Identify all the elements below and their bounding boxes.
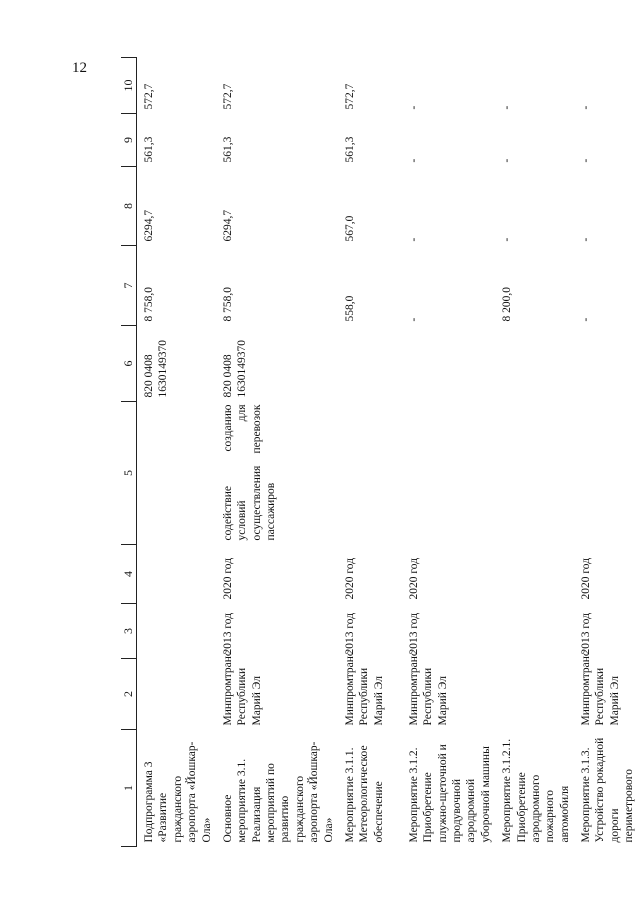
table-cell-col1: Мероприятие 3.1.2.1. Приобретение аэродромного пожарного автомобиля [501,738,571,843]
table-cell-col2: Минпромтранс Республики Марий Эл [343,650,385,726]
table-cell-col6 [495,326,574,402]
table-row [338,58,402,847]
table-cell-col9: 561,3 [343,136,356,163]
table-cell-col3: 2013 год [580,612,592,655]
table-cell-col6 [402,326,495,402]
table-row [137,58,216,847]
table-cell-col1: Основное мероприятие 3.1. Реализация мероприятий по развитию гражданского аэропорта «Йошкар-Ола» [221,741,335,843]
table-cell-col6: 820 0408 1630149370 [143,340,170,398]
table-cell-col6 [338,326,402,402]
table-cell-col4: 2020 год [343,557,356,600]
table-cell-col8: - [580,237,592,242]
program-measures-table [121,57,639,847]
table-cell-col5 [574,402,639,545]
table-cell-col10: - [501,105,514,110]
table-cell-col10: 572,7 [143,83,155,110]
table-cell-col9: 561,3 [221,136,234,163]
table-cell-col7: 8 758,0 [143,287,155,322]
table-cell-col1: Мероприятие 3.1.2. Приобретение плужно-щеточной и продувочной аэродромной уборочной машины [407,744,492,843]
table-cell-col9: 561,3 [143,136,155,163]
column-header-2: 2 [121,659,137,730]
column-header-8: 8 [121,167,137,246]
table-cell-col10: 572,7 [221,83,234,110]
table-row [574,58,639,847]
table-cell-col7: - [407,317,420,322]
table-cell-col9: - [501,158,514,163]
table-cell-col10: 572,7 [343,83,356,110]
table-cell-col5: содействие созданию условий для осуществления перевозок пассажиров [221,404,277,541]
table-cell-col7: 8 200,0 [501,287,514,322]
table-cell-col8: 6294,7 [221,209,234,242]
table-cell-col2: Минпромтранс Республики Марий Эл [221,650,263,726]
table-cell-col2 [495,659,574,730]
table-cell-col7: 558,0 [343,295,356,322]
table-cell-col2 [137,659,216,730]
table-cell-col3 [137,604,216,659]
table-cell-col5 [137,402,216,545]
column-header-3: 3 [121,604,137,659]
column-header-9: 9 [121,114,137,167]
table-cell-col8: 6294,7 [143,209,155,242]
table-cell-col8: 567,0 [343,215,356,242]
table-cell-col4 [495,545,574,604]
table-cell-col4: 2020 год [221,557,234,600]
table-cell-col8: - [407,237,420,242]
table-cell-col3: 2013 год [343,612,356,655]
column-header-5: 5 [121,402,137,545]
table-cell-col2: Минпромтранс Республики Марий Эл [407,650,449,726]
table-cell-col3: 2013 год [407,612,420,655]
column-number-row [121,58,137,847]
table-cell-col4: 2020 год [580,557,592,600]
table-cell-col7: - [580,317,592,322]
table-cell-col9: - [407,158,420,163]
table-cell-col9: - [580,158,592,163]
table-row [495,58,574,847]
column-header-7: 7 [121,246,137,326]
table-cell-col6 [574,326,639,402]
column-header-6: 6 [121,326,137,402]
rotated-table-sheet [121,58,636,847]
table-cell-col4: 2020 год [407,557,420,600]
table-cell-col1: Подпрограмма 3 «Развитие гражданского аэропорта «Йошкар-Ола» [143,741,213,843]
column-header-1: 1 [121,730,137,847]
table-cell-col2: Минпромтранс Республики Марий Эл [580,650,621,726]
table-cell-col1: Мероприятие 3.1.1. Метеорологическое обеспечение [343,745,385,843]
table-cell-col7: 8 758,0 [221,287,234,322]
page-number: 12 [72,60,87,76]
table-cell-col6: 820 0408 1630149370 [221,340,249,398]
table-cell-col8: - [501,237,514,242]
table-cell-col5 [495,402,574,545]
table-cell-col1: Мероприятие 3.1.3. Устройство рокадной дороги периметрового [580,737,636,843]
table-row [402,58,495,847]
table-cell-col3 [495,604,574,659]
table-cell-col10: - [407,105,420,110]
table-row [216,58,338,847]
column-header-4: 4 [121,545,137,604]
table-cell-col5 [338,402,402,545]
table-cell-col5 [402,402,495,545]
table-cell-col4 [137,545,216,604]
table-cell-col10: - [580,105,592,110]
column-header-10: 10 [121,58,137,114]
table-cell-col3: 2013 год [221,612,234,655]
